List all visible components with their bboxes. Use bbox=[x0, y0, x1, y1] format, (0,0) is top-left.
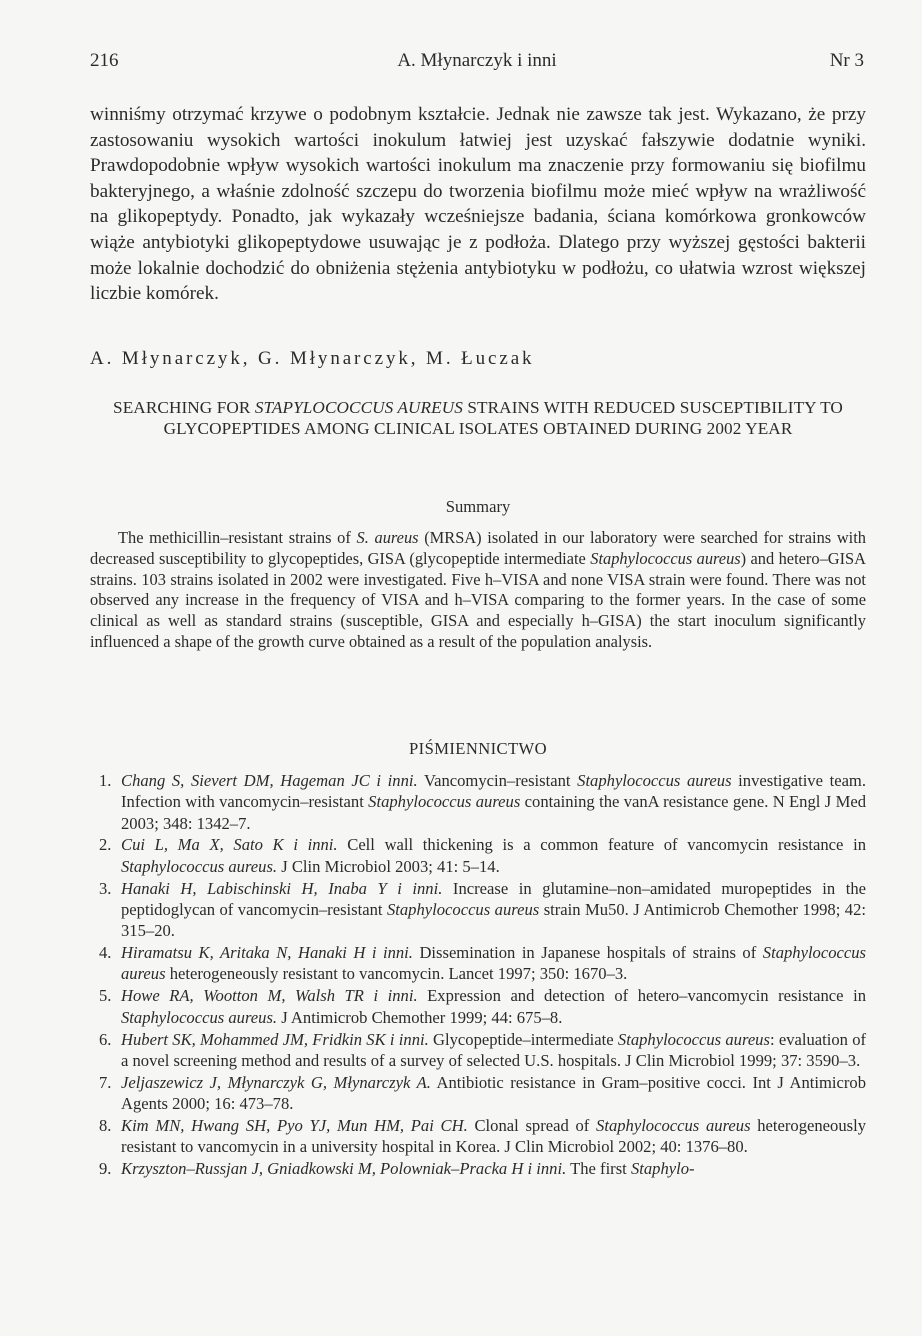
reference-authors: Kim MN, Hwang SH, Pyo YJ, Mun HM, Pai CH. bbox=[121, 1115, 468, 1135]
reference-italic: Staphylococcus aureus bbox=[368, 792, 521, 812]
summary-species-1: S. aureus bbox=[356, 528, 419, 547]
reference-text: J Clin Microbiol 2003; 41: 5–14. bbox=[277, 856, 500, 876]
reference-item bbox=[90, 834, 866, 877]
title-species: STAPYLOCOCCUS AUREUS bbox=[254, 398, 463, 417]
reference-item bbox=[90, 942, 866, 985]
reference-italic: Staphylococcus aureus. bbox=[121, 1007, 278, 1027]
reference-text: Glycopeptide–intermediate bbox=[428, 1029, 618, 1049]
reference-text: Antibiotic resistance in Gram–positive cocci. Int J Antimicrob Agents 2000; 16: 473–78. bbox=[121, 1072, 866, 1114]
english-title bbox=[100, 398, 856, 440]
body-paragraph: winniśmy otrzymać krzywe o podobnym kształcie. Jednak nie zawsze tak jest. Wykazano, że przy zastosowaniu wysokich wartości inokulum łatwiej jest uzyskać fałszywie dodatnie wyniki. Prawdopodobnie wpływ wysokich wartości inokulum ma znaczenie przy formowaniu się biofilmu bakteryjnego, a właśnie zdolność szczepu do tworzenia biofilmu może mieć wpływ na wrażliwość na glikopeptydy. Ponadto, jak wykazały wcześniejsze badania, ściana komórkowa gronkowców wiąże antybiotyki glikopeptydowe usuwając je z podłoża. Dlatego przy wyższej gęstości bakterii może lokalnie dochodzić do obniżenia stężenia antybiotyku w podłożu, co ułatwia wzrost większej liczbie komórek. bbox=[90, 104, 866, 305]
reference-italic: Staphylococcus aureus bbox=[121, 943, 866, 984]
reference-text: containing the vanA resistance gene. N Engl J Med 2003; 348: 1342–7. bbox=[121, 792, 866, 833]
reference-text: Cell wall thickening is a common feature of vancomycin resistance in bbox=[337, 835, 866, 855]
reference-italic: Staphylococcus aureus bbox=[577, 771, 732, 790]
author-line: A. Młynarczyk, G. Młynarczyk, M. Łuczak bbox=[90, 348, 535, 369]
reference-italic: Staphylo- bbox=[630, 1159, 695, 1179]
reference-authors: Hiramatsu K, Aritaka N, Hanaki H i inni. bbox=[121, 943, 413, 963]
summary-heading: Summary bbox=[445, 497, 511, 516]
reference-authors: Hanaki H, Labischinski H, Inaba Y i inni. bbox=[121, 878, 443, 898]
page-number: 216 bbox=[90, 50, 119, 71]
title-part-2: STRAINS WITH REDUCED SUSCEPTIBILITY TO GLYCOPEPTIDES AMONG CLINICAL ISOLATES OBTAINED DURING 2002 YEAR bbox=[163, 398, 843, 438]
running-head: A. Młynarczyk i inni bbox=[397, 50, 557, 71]
reference-authors: Chang S, Sievert DM, Hageman JC i inni. bbox=[121, 771, 418, 790]
reference-authors: Krzyszton–Russjan J, Gniadkowski M, Polowniak–Pracka H i inni. bbox=[121, 1159, 567, 1179]
reference-item bbox=[90, 770, 866, 834]
reference-text: : evaluation of a novel screening method and results of a survey of selected U.S. hospitals. J Clin Microbiol 1999; 37: 3590–3. bbox=[121, 1029, 867, 1070]
reference-authors: Howe RA, Wootton M, Walsh TR i inni. bbox=[121, 986, 418, 1006]
reference-text: J Antimicrob Chemother 1999; 44: 675–8. bbox=[277, 1007, 563, 1027]
reference-text: Dissemination in Japanese hospitals of strains of bbox=[412, 943, 763, 963]
reference-text: heterogeneously resistant to vancomycin in a university hospital in Korea. J Clin Microbiol 2002; 40: 1376–80. bbox=[121, 1115, 866, 1157]
reference-item bbox=[90, 878, 866, 942]
reference-number: 2. bbox=[99, 835, 112, 855]
reference-italic: Staphylococcus aureus bbox=[386, 899, 540, 919]
reference-item bbox=[90, 1158, 866, 1179]
summary-species-2: Staphylococcus aureus bbox=[590, 548, 741, 568]
reference-text: Increase in glutamine–non–amidated muropeptides in the peptidoglycan of vancomycin–resistant bbox=[121, 878, 867, 919]
summary-text-3: ) and hetero–GISA strains. 103 strains isolated in 2002 were investigated. Five h–VISA and none VISA strain were found. There was not observed any increase in the frequency of VISA and h–VISA comparing to the former years. In the case of some clinical as well as standard strains (susceptible, GISA and especially h–GISA) the start inoculum significantly influenced a shape of the growth curve obtained as a result of the population analysis. bbox=[90, 548, 867, 651]
title-part-1: SEARCHING FOR bbox=[113, 398, 255, 417]
reference-number: 3. bbox=[99, 878, 112, 898]
reference-number: 5. bbox=[99, 986, 112, 1006]
reference-italic: Staphylococcus aureus. bbox=[121, 856, 278, 876]
reference-number: 8. bbox=[99, 1115, 112, 1135]
reference-text: Clonal spread of bbox=[467, 1115, 597, 1135]
reference-list bbox=[90, 770, 866, 1180]
reference-italic: Staphylococcus aureus bbox=[596, 1115, 751, 1135]
reference-number: 9. bbox=[99, 1159, 112, 1179]
reference-item bbox=[90, 1115, 866, 1158]
reference-item bbox=[90, 985, 866, 1028]
reference-italic: Staphylococcus aureus bbox=[617, 1029, 770, 1049]
reference-text: The first bbox=[566, 1159, 631, 1179]
reference-text: Vancomycin–resistant bbox=[417, 771, 578, 790]
summary-paragraph bbox=[90, 528, 866, 653]
reference-authors: Jeljaszewicz J, Młynarczyk G, Młynarczyk A. bbox=[121, 1072, 431, 1092]
reference-text: heterogeneously resistant to vancomycin. Lancet 1997; 350: 1670–3. bbox=[165, 964, 628, 984]
reference-authors: Cui L, Ma X, Sato K i inni. bbox=[121, 835, 338, 855]
reference-authors: Hubert SK, Mohammed JM, Fridkin SK i inni. bbox=[121, 1029, 429, 1049]
reference-text: strain Mu50. J Antimicrob Chemother 1998; 42: 315–20. bbox=[121, 899, 867, 941]
summary-text-1: The methicillin–resistant strains of bbox=[118, 528, 357, 547]
reference-item bbox=[90, 1072, 866, 1115]
reference-text: Expression and detection of hetero–vancomycin resistance in bbox=[417, 986, 866, 1006]
reference-item bbox=[90, 1029, 866, 1072]
issue-number: Nr 3 bbox=[829, 50, 864, 71]
reference-number: 7. bbox=[99, 1072, 112, 1092]
reference-number: 4. bbox=[99, 943, 112, 963]
page-header bbox=[90, 50, 864, 74]
reference-number: 6. bbox=[99, 1029, 112, 1049]
reference-number: 1. bbox=[99, 771, 112, 790]
references-heading: PIŚMIENNICTWO bbox=[409, 739, 547, 758]
summary-text-2: (MRSA) isolated in our laboratory were searched for strains with decreased susceptibility to glycopeptides, GISA (glycopeptide intermediate bbox=[90, 528, 866, 568]
reference-text: investigative team. Infection with vancomycin–resistant bbox=[121, 771, 866, 812]
